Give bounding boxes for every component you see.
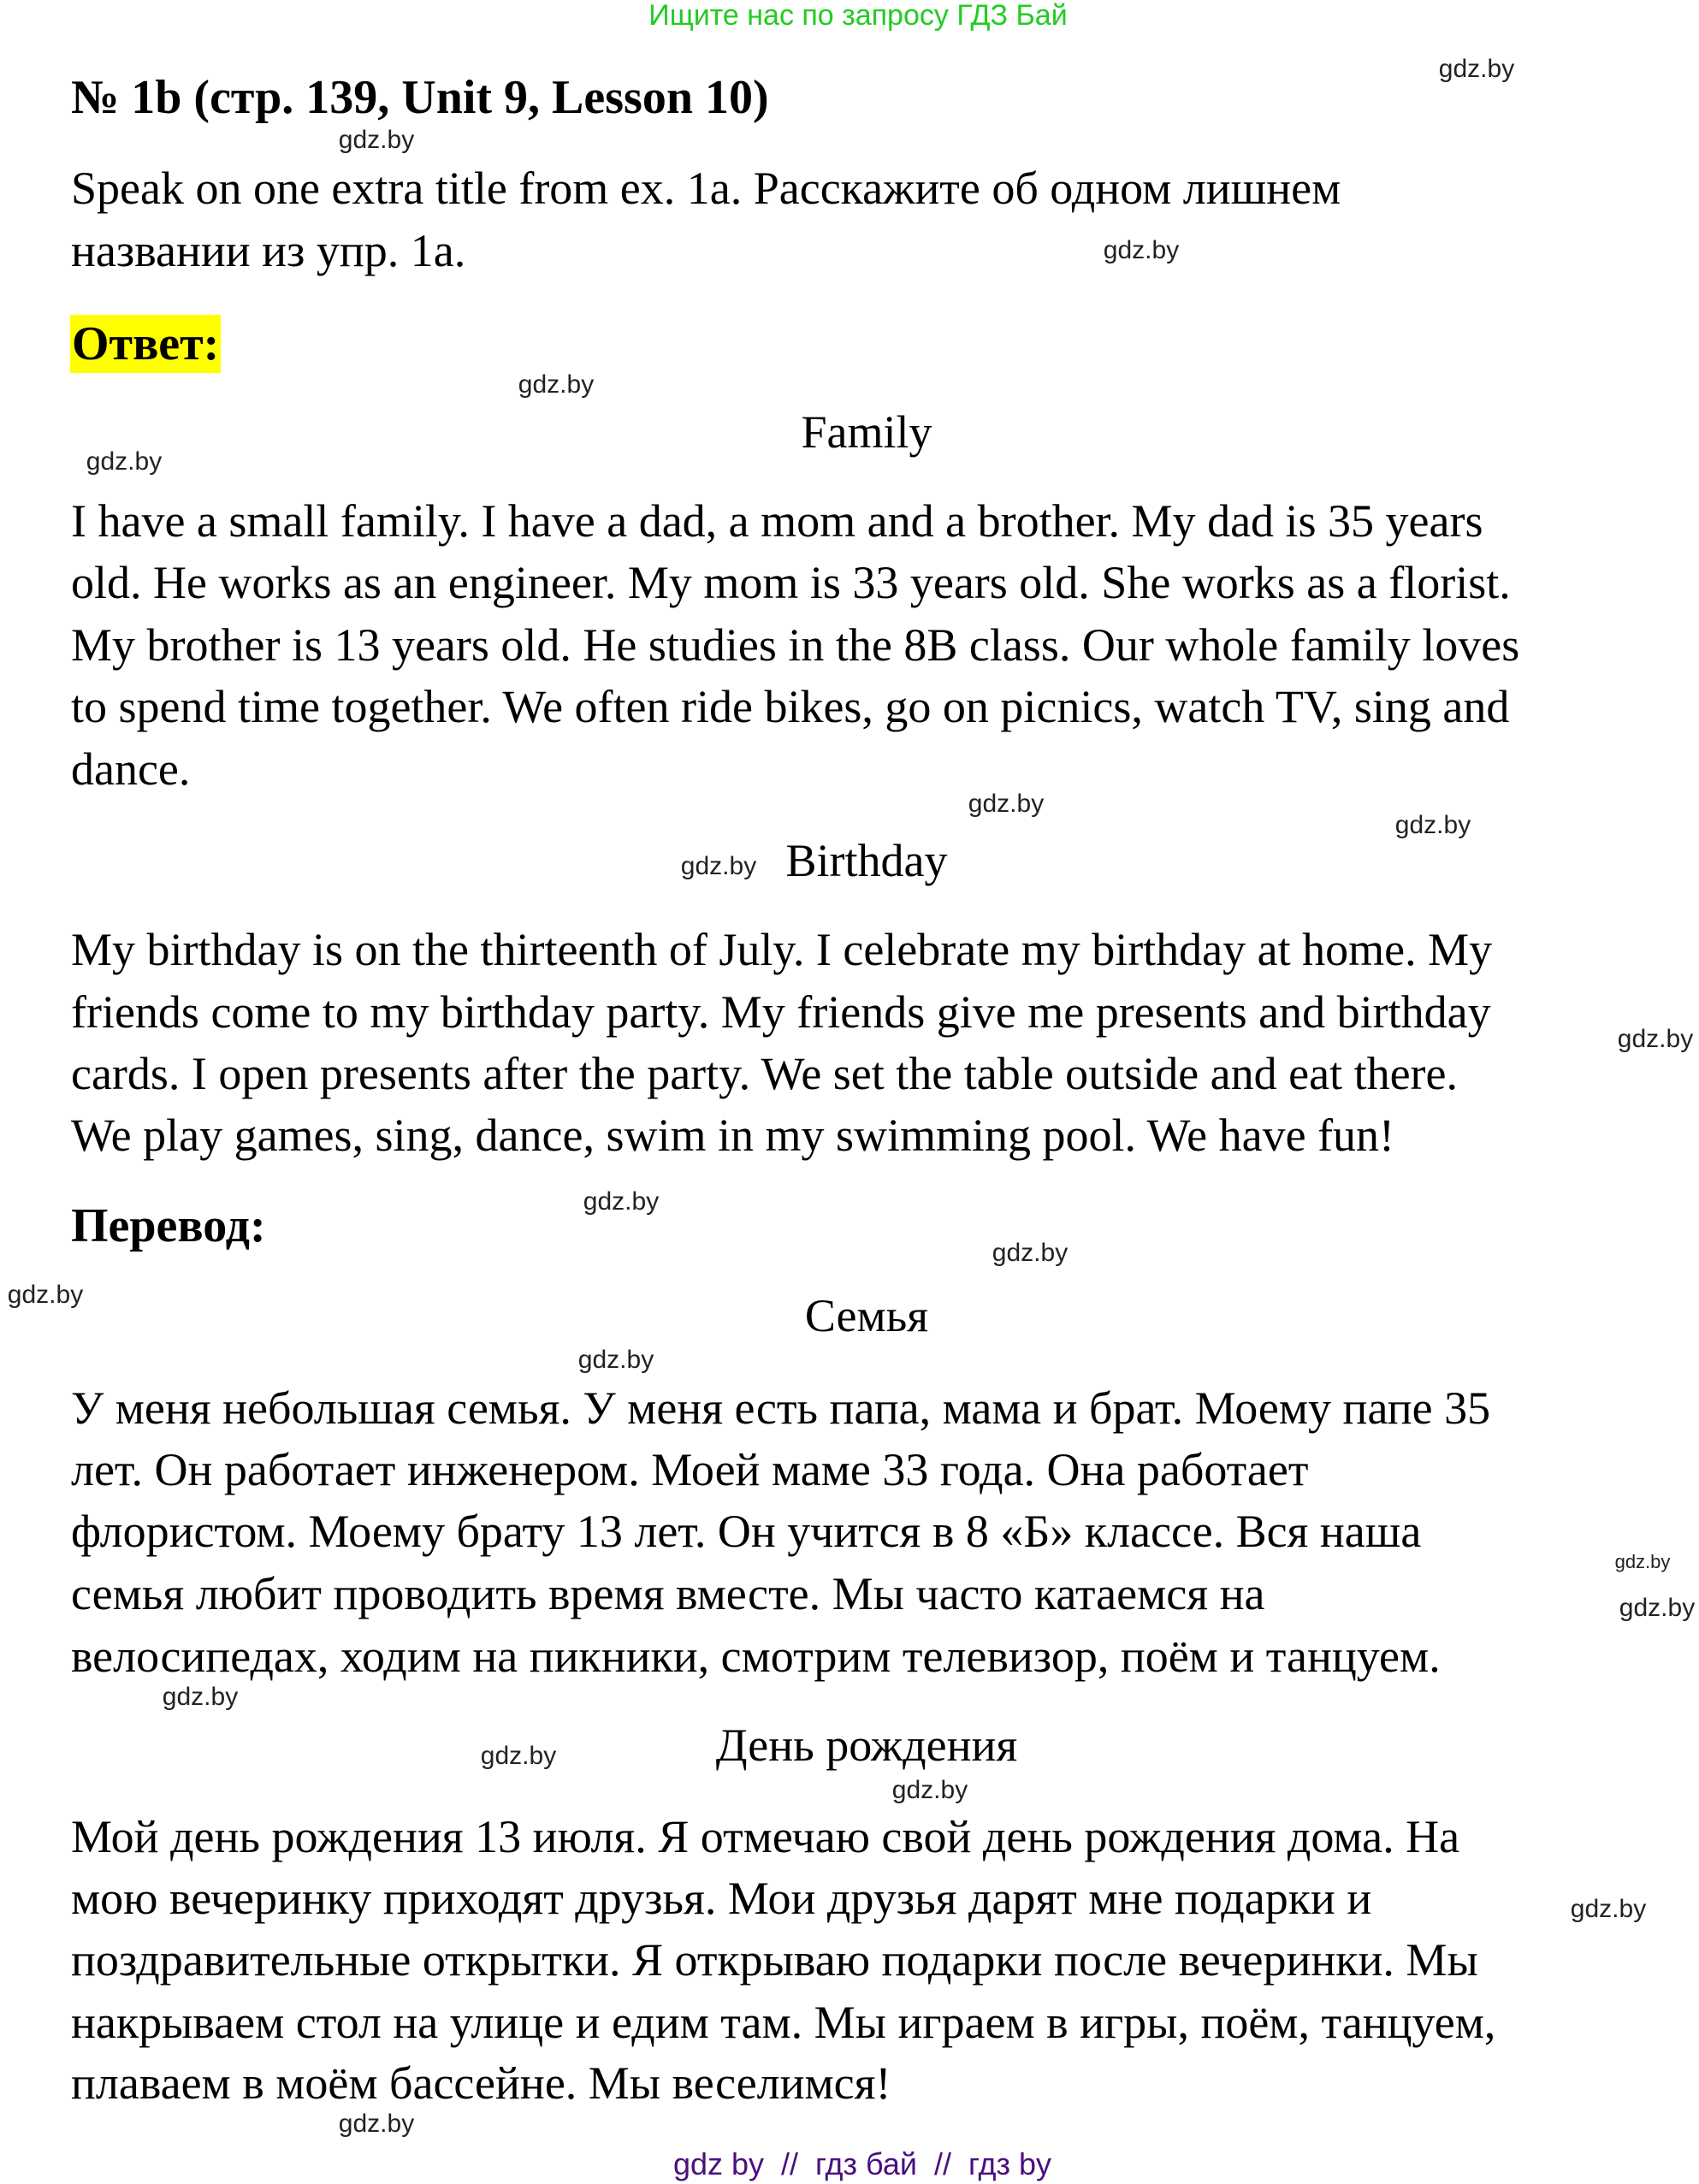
watermark: gdz.by [480, 1742, 557, 1770]
watermark: gdz.by [1617, 1025, 1694, 1053]
instruction-line: Speak on one extra title from ex. 1a. Расскажите об одном лишнем [71, 163, 1341, 214]
family-ru-line: У меня небольшая семья. У меня есть папа, мама и брат. Моему папе 35 [71, 1382, 1491, 1434]
family-ru-line: семья любит проводить время вместе. Мы часто катаемся на [71, 1568, 1265, 1619]
family-line: to spend time together. We often ride bikes, go on picnics, watch TV, sing and [71, 681, 1510, 732]
watermark: gdz.by [1619, 1594, 1696, 1622]
family-ru-line: лет. Он работает инженером. Моей маме 33 года. Она работает [71, 1444, 1309, 1495]
family-line: I have a small family. I have a dad, a mom and a brother. My dad is 35 years [71, 495, 1483, 547]
watermark: gdz.by [891, 1776, 968, 1804]
birthday-ru-line: плаваем в моём бассейне. Мы веселимся! [71, 2057, 891, 2109]
birthday-title: Birthday [785, 835, 948, 886]
birthday-ru-line: мою вечеринку приходят друзья. Мои друзья дарят мне подарки и [71, 1873, 1372, 1924]
footer-links[interactable]: gdz by // гдз бай // гдз by [672, 2146, 1052, 2181]
watermark: gdz.by [968, 790, 1045, 818]
birthday-ru-line: Мой день рождения 13 июля. Я отмечаю свой день рождения дома. На [71, 1811, 1460, 1862]
watermark: gdz.by [338, 2110, 415, 2138]
watermark: gdz.by [338, 126, 415, 154]
watermark: gdz.by [1103, 236, 1180, 264]
family-ru-line: велосипедах, ходим на пикники, смотрим телевизор, поём и танцуем. [71, 1631, 1441, 1682]
watermark: gdz.by [7, 1281, 84, 1309]
birthday-line: cards. I open presents after the party. We set the table outside and eat there. [71, 1048, 1459, 1099]
family-line: dance. [71, 743, 191, 795]
watermark: gdz.by [86, 447, 163, 476]
exercise-heading: № 1b (стр. 139, Unit 9, Lesson 10) [71, 71, 769, 124]
watermark: gdz.by [1570, 1895, 1647, 1923]
watermark: gdz.by [1438, 55, 1515, 83]
birthday-line: My birthday is on the thirteenth of July. I celebrate my birthday at home. My [71, 924, 1493, 975]
translation-label: Перевод: [71, 1199, 266, 1252]
family-line: My brother is 13 years old. He studies in the 8B class. Our whole family loves [71, 619, 1520, 671]
instruction-line: названии из упр. 1a. [71, 225, 466, 276]
watermark: gdz.by [1394, 811, 1471, 839]
answer-label: Ответ: [70, 315, 221, 373]
search-banner: Ищите нас по запросу ГДЗ Бай [648, 0, 1068, 32]
watermark: gdz.by [518, 370, 595, 399]
birthday-ru-line: накрываем стол на улице и едим там. Мы играем в игры, поём, танцуем, [71, 1997, 1496, 2048]
birthday-line: We play games, sing, dance, swim in my swimming pool. We have fun! [71, 1110, 1395, 1161]
birthday-ru-title: День рождения [715, 1719, 1018, 1771]
watermark: gdz.by [577, 1346, 654, 1374]
birthday-ru-line: поздравительные открытки. Я открываю подарки после вечеринки. Мы [71, 1934, 1478, 1986]
birthday-line: friends come to my birthday party. My friends give me presents and birthday [71, 986, 1491, 1038]
watermark: gdz.by [992, 1239, 1069, 1267]
family-ru-line: флористом. Моему брату 13 лет. Он учится в 8 «Б» классе. Вся наша [71, 1506, 1422, 1557]
watermark: gdz.by [1614, 1551, 1671, 1572]
family-ru-title: Семья [804, 1290, 929, 1341]
family-title: Family [801, 406, 932, 458]
family-line: old. He works as an engineer. My mom is 33 years old. She works as a florist. [71, 557, 1511, 608]
watermark: gdz.by [583, 1187, 660, 1216]
watermark: gdz.by [162, 1683, 239, 1711]
watermark: gdz.by [680, 852, 757, 880]
